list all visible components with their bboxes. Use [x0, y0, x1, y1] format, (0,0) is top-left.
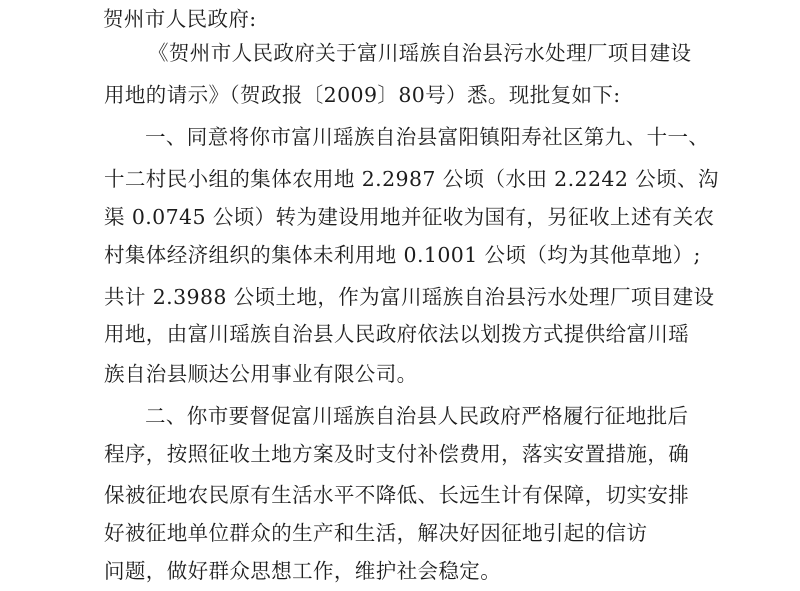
clause-one-line-7: 族自治县顺达公用事业有限公司。: [104, 362, 418, 386]
addressee-line: 贺州市人民政府:: [103, 7, 257, 31]
clause-two-line-3: 保被征地农民原有生活水平不降低、长远生计有保障，切实安排: [104, 483, 690, 507]
clause-one-line-6: 用地，由富川瑶族自治县人民政府依法以划拨方式提供给富川瑶: [104, 322, 690, 346]
body-line-reply-intro: 用地的请示》（贺政报〔2009〕80号）悉。现批复如下:: [104, 83, 621, 107]
clause-two-line-4: 好被征地单位群众的生产和生活，解决好因征地引起的信访: [104, 521, 648, 545]
clause-one-line-2: 十二村民小组的集体农用地 2.2987 公顷（水田 2.2242 公顷、沟: [104, 167, 719, 191]
body-line-request-title: 《贺州市人民政府关于富川瑶族自治县污水处理厂项目建设: [148, 41, 692, 65]
clause-two-line-2: 程序，按照征收土地方案及时支付补偿费用，落实安置措施，确: [104, 442, 690, 466]
clause-one-line-4: 村集体经济组织的集体未利用地 0.1001 公顷（均为其他草地）;: [104, 243, 701, 267]
clause-two-line-1: 二、你市要督促富川瑶族自治县人民政府严格履行征地批后: [145, 404, 689, 428]
clause-two-line-5: 问题，做好群众思想工作，维护社会稳定。: [104, 559, 502, 583]
clause-one-line-5: 共计 2.3988 公顷土地，作为富川瑶族自治县污水处理厂项目建设: [104, 285, 715, 309]
clause-one-line-1: 一、同意将你市富川瑶族自治县富阳镇阳寿社区第九、十一、: [145, 125, 710, 149]
clause-one-line-3: 渠 0.0745 公顷）转为建设用地并征收为国有，另征收上述有关农: [104, 205, 715, 229]
